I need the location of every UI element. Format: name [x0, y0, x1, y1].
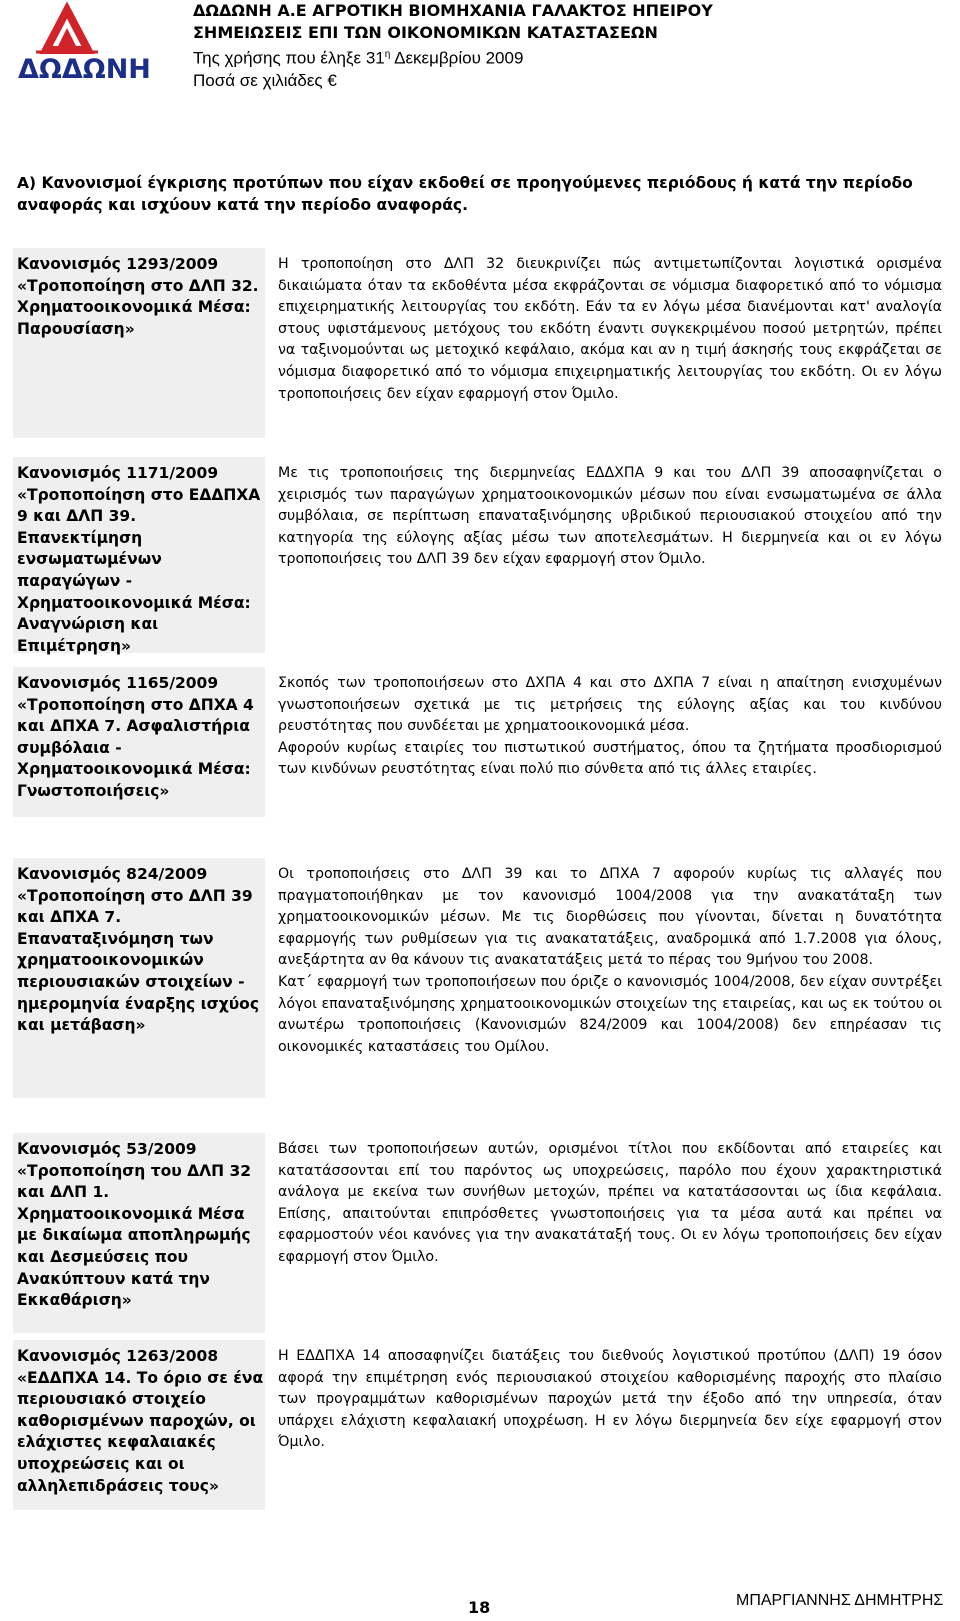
logo-text: ΔΩΔΩΝΗ	[18, 54, 151, 85]
regulation-title: Κανονισμός 1293/2009 «Τροποποίηση στο ΔΛΠ 32. Χρηματοοικονομικά Μέσα: Παρουσίαση»	[13, 248, 265, 438]
regulation-description	[278, 673, 942, 781]
regulation-description	[278, 463, 942, 571]
regulation-description	[278, 254, 942, 405]
description-paragraph: Κατ΄ εφαρμογή των τροποποιήσεων που όριζε ο κανονισμός 1004/2008, δεν είχαν συντρέξει λόγοι επαναταξινόμησης χρηματοοικονομικών στοιχείων της εταιρείας, και ως εκ τούτου οι ανωτέρω τροποποιήσεις (Κανονισμών 824/2009 και 1004/2008) δεν επηρέασαν τις οικονομικές καταστάσεις του Ομίλου.	[278, 973, 942, 1055]
period-superscript: η	[384, 49, 391, 60]
currency-note: Ποσά σε χιλιάδες €	[193, 70, 337, 90]
regulation-title: Κανονισμός 824/2009 «Τροποποίηση στο ΔΛΠ 39 και ΔΠΧΑ 7. Επαναταξινόμηση των χρηματοοικονομικών περιουσιακών στοιχείων - ημερομηνία έναρξης ισχύος και μετάβαση»	[13, 858, 265, 1098]
regulation-title: Κανονισμός 1171/2009 «Τροποποίηση στο ΕΔΔΠΧΑ 9 και ΔΛΠ 39. Επανεκτίμηση ενσωματωμένων παραγώγων - Χρηματοοικονομικά Μέσα: Αναγνώριση και Επιμέτρηση»	[13, 457, 265, 653]
company-logo	[8, 2, 151, 86]
footer-author: ΜΠΑΡΓΙΑΝΝΗΣ ΔΗΜΗΤΡΗΣ	[736, 1592, 944, 1609]
regulation-description	[278, 1139, 942, 1269]
period-prefix: Της χρήσης που έληξε 31	[193, 48, 385, 68]
description-paragraph: Αφορούν κυρίως εταιρίες του πιστωτικού συστήματος, όπου τα ζητήματα προσδιορισμού των κινδύνων ρευστότητας είναι πολύ πιο σύνθετα από τις άλλες εταιρίες.	[278, 739, 942, 778]
description-paragraph: Σκοπός των τροποποιήσεων στο ΔΧΠΑ 4 και στο ΔΧΠΑ 7 είναι η απαίτηση ενισχυμένων γνωστοποιήσεων σχετικά με τις μετρήσεις της εύλογης αξίας και του κινδύνου ρευστότητας που συνδέεται με χρηματοοικονομικά μέσα.	[278, 675, 942, 735]
page-number: 18	[468, 1598, 491, 1617]
period-suffix: Δεκεμβρίου 2009	[390, 48, 524, 68]
description-paragraph: Με τις τροποποιήσεις της διερμηνείας ΕΔΔΧΠΑ 9 και του ΔΛΠ 39 αποσαφηνίζεται ο χειρισμός των παραγώγων χρηματοοικονομικών μέσων που είναι ενσωματωμένα σε άλλα συμβόλαια, σε περίπτωση επαναταξινόμησης υβριδικού περιουσιακού στοιχείου από την κατηγορία της εύλογης αξίας μέσω των αποτελεσμάτων. Η διερμηνεία και οι εν λόγω τροποποιήσεις του ΔΛΠ 39 δεν είχαν εφαρμογή στον Όμιλο.	[278, 465, 942, 568]
regulation-title: Κανονισμός 1263/2008 «ΕΔΔΠΧΑ 14. Το όριο σε ένα περιουσιακό στοιχείο καθορισμένων παροχών, οι ελάχιστες κεφαλαιακές υποχρεώσεις και οι αλληλεπιδράσεις τους»	[13, 1340, 265, 1510]
logo-emblem-icon	[8, 2, 126, 58]
description-paragraph: Η τροποποίηση στο ΔΛΠ 32 διευκρινίζει πώς αντιμετωπίζονται λογιστικά ορισμένα δικαιώματα όταν τα εκδοθέντα μέσα εκφράζονται σε νόμισμα διαφορετικό από το νόμισμα επιχειρηματικής λειτουργίας του εκδότη. Εάν τα εν λόγω μέσα διανέμονται κατ' αναλογία στους υφιστάμενους μετόχους του εκδότη έναντι συγκεκριμένου ποσού μετρητών, πρέπει να ταξινομούνται ως μετοχικό κεφάλαιο, ακόμα και αν η τιμή άσκησής τους εκφράζεται σε νόμισμα διαφορετικό από το νόμισμα επιχειρηματικής λειτουργίας του εκδότη. Οι εν λόγω τροποποιήσεις δεν είχαν εφαρμογή στον Όμιλο.	[278, 256, 942, 402]
company-name: ΔΩΔΩΝΗ Α.Ε ΑΓΡΟΤΙΚΗ ΒΙΟΜΗΧΑΝΙΑ ΓΑΛΑΚΤΟΣ ΗΠΕΙΡΟΥ	[193, 1, 713, 20]
regulation-description	[278, 1346, 942, 1454]
description-paragraph: Η ΕΔΔΠΧΑ 14 αποσαφηνίζει διατάξεις του διεθνούς λογιστικού προτύπου (ΔΛΠ) 19 όσον αφορά την επιμέτρηση ενός περιουσιακού στοιχείου καθορισμένης παροχής στο πλαίσιο των προγραμμάτων καθορισμένων παροχών μετά την έξοδο από την υπηρεσία, όταν υπάρχει ελάχιστη κεφαλαιακή υποχρέωση. Η εν λόγω διερμηνεία δεν είχε εφαρμογή στον Όμιλο.	[278, 1348, 942, 1451]
fiscal-period	[193, 44, 953, 70]
regulation-title: Κανονισμός 53/2009 «Τροποποίηση του ΔΛΠ 32 και ΔΛΠ 1. Χρηματοοικονομικά Μέσα με δικαίωμα αποπληρωμής και Δεσμεύσεις που Ανακύπτουν κατά την Εκκαθάριση»	[13, 1133, 265, 1333]
regulation-title: Κανονισμός 1165/2009 «Τροποποίηση στο ΔΠΧΑ 4 και ΔΠΧΑ 7. Ασφαλιστήρια συμβόλαια - Χρηματοοικονομικά Μέσα: Γνωστοποιήσεις»	[13, 667, 265, 817]
regulation-description	[278, 864, 942, 1058]
description-paragraph: Οι τροποποιήσεις στο ΔΛΠ 39 και το ΔΠΧΑ 7 αφορούν κυρίως τις αλλαγές που πραγματοποιήθηκαν με τον κανονισμό 1004/2008 για την ανακατάταξη των χρηματοοικονομικών μέσων. Με τις διορθώσεις που γίνονται, δίνεται η δυνατότητα εφαρμογής των ρυθμίσεων για τις ανακατατάξεις, αναδρομικά από 1.7.2008 για όλους, ανεξάρτητα αν θα κάνουν τις ανακατατάξεις μετά το πέρας του 9μήνου του 2008.	[278, 866, 942, 969]
document-header	[193, 0, 953, 92]
description-paragraph: Βάσει των τροποποιήσεων αυτών, ορισμένοι τίτλοι που εκδίδονται από εταιρείες και κατατάσσονται επί του παρόντος ως υποχρεώσεις, παρόλο που έχουν χαρακτηριστικά ανάλογα με εκείνα των συνήθων μετοχών, πρέπει να κατατάσσονται ως ίδια κεφάλαια. Επίσης, απαιτούνται επιπρόσθετες γνωστοποιήσεις για τα μέσα αυτά και πρέπει να εφαρμοστούν νέοι κανόνες για την ανακατάταξή τους. Οι εν λόγω τροποποιήσεις δεν είχαν εφαρμογή στον Όμιλο.	[278, 1141, 942, 1265]
section-intro: A) Κανονισμοί έγκρισης προτύπων που είχαν εκδοθεί σε προηγούμενες περιόδους ή κατά την περίοδο αναφοράς και ισχύουν κατά την περίοδο αναφοράς.	[17, 174, 913, 214]
document-subtitle: ΣΗΜΕΙΩΣΕΙΣ ΕΠΙ ΤΩΝ ΟΙΚΟΝΟΜΙΚΩΝ ΚΑΤΑΣΤΑΣΕΩΝ	[193, 23, 658, 42]
